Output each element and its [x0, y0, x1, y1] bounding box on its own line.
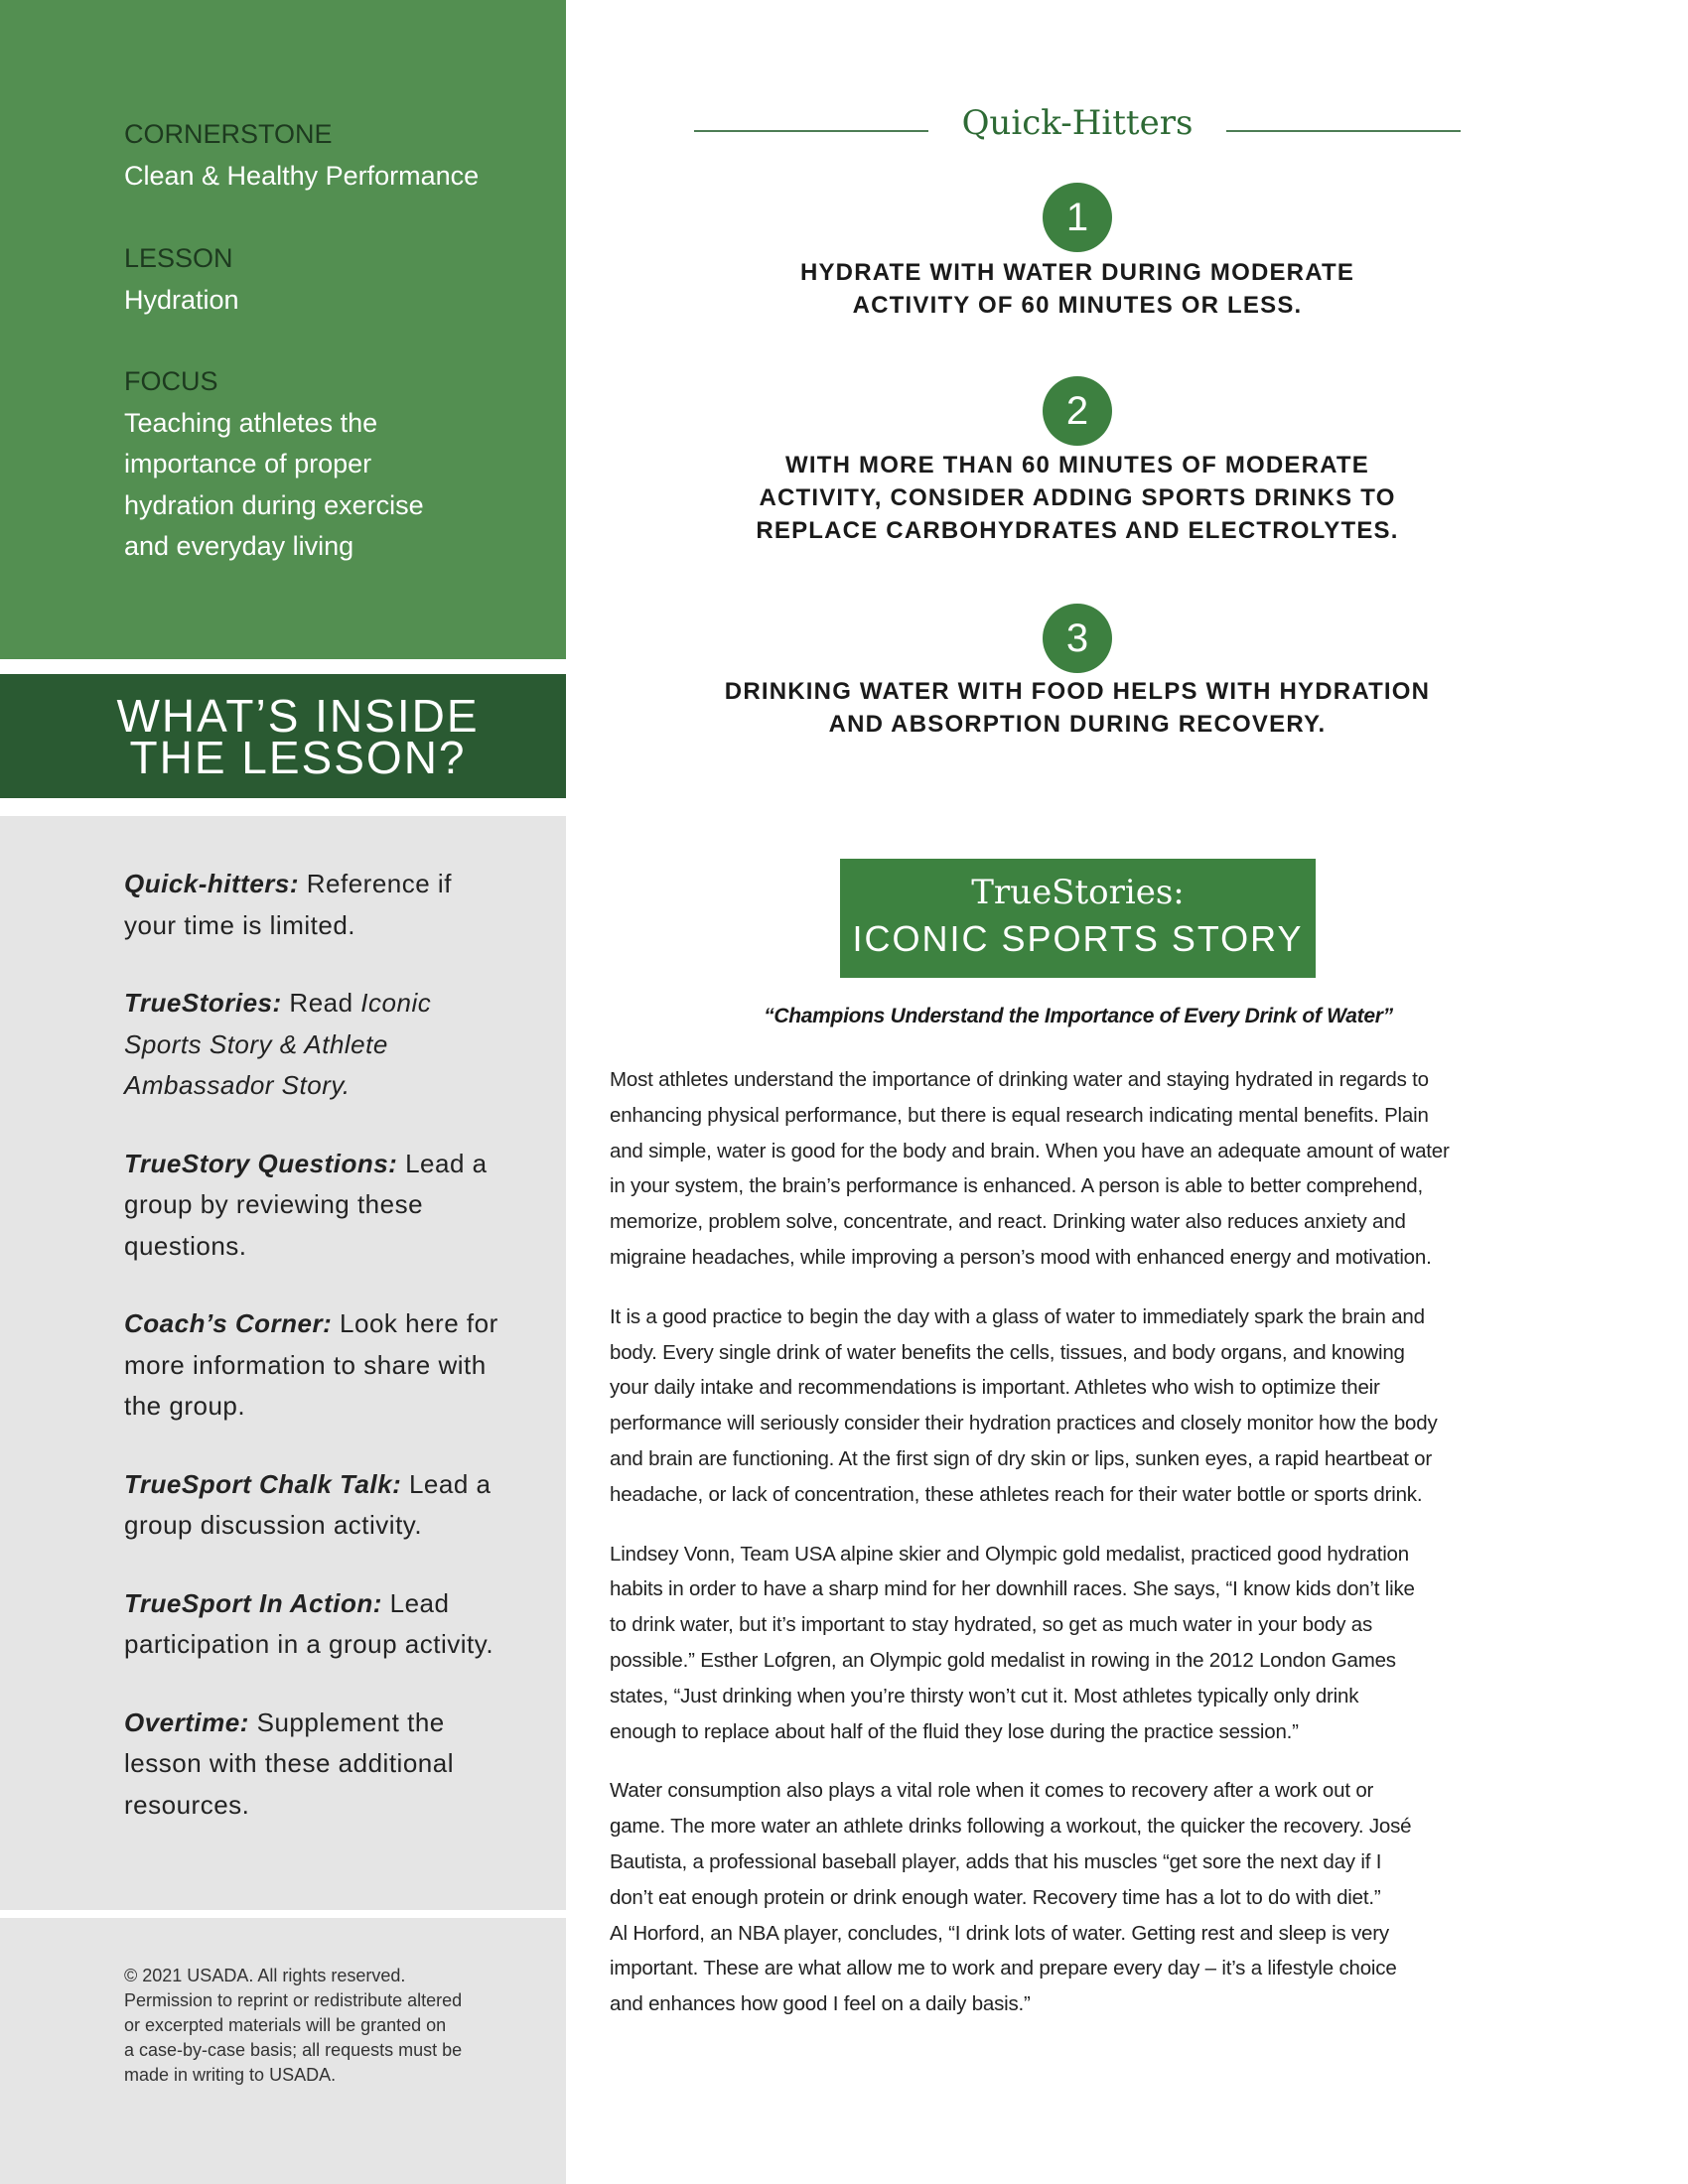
tip-number-badge: 1	[1043, 183, 1112, 252]
copyright-line: a case-by-case basis; all requests must be	[124, 2040, 463, 2060]
divider-left	[694, 130, 928, 132]
story-line: important. These are what allow me to work and prepare every day – it’s a lifestyle choice	[610, 1957, 1397, 1980]
item-label: TrueStories:	[124, 988, 282, 1018]
story-line: enough to replace about half of the fluid they lose during the practice session.”	[610, 1719, 1299, 1743]
list-item	[124, 1703, 501, 1827]
copyright-line: or excerpted materials will be granted on	[124, 2015, 447, 2035]
story-line: memorize, problem solve, concentrate, and react. Drinking water also reduces anxiety and	[610, 1210, 1406, 1234]
list-item	[124, 1303, 501, 1428]
list-item	[124, 864, 501, 946]
story-line: migraine headaches, while improving a person’s mood with enhanced energy and motivation.	[610, 1245, 1432, 1269]
item-text: Read	[281, 988, 361, 1018]
story-line: It is a good practice to begin the day with a glass of water to immediately spark the brain and	[610, 1304, 1425, 1328]
lesson-block	[124, 238, 561, 321]
copyright-notice	[124, 1964, 541, 2088]
true-stories-banner	[840, 859, 1316, 978]
story-line: performance will seriously consider their hydration practices and closely monitor how the body	[610, 1412, 1438, 1435]
focus-line: and everyday living	[124, 531, 354, 561]
whats-inside-heading	[0, 674, 566, 798]
item-italic-text: Iconic Sports Story & Athlete Ambassador Story.	[124, 988, 432, 1100]
focus-line: Teaching athletes the	[124, 407, 378, 438]
story-line: states, “Just drinking when you’re thirsty won’t cut it. Most athletes typically only drink	[610, 1684, 1359, 1707]
story-line: Lindsey Vonn, Team USA alpine skier and Olympic gold medalist, practiced good hydration	[610, 1542, 1409, 1566]
item-label: TrueStory Questions:	[124, 1148, 398, 1178]
story-line: and simple, water is good for the body and brain. When you have an adequate amount of water	[610, 1139, 1450, 1162]
list-item	[124, 1464, 501, 1547]
story-paragraph	[610, 1299, 1563, 1513]
focus-line: importance of proper	[124, 449, 372, 478]
tip-number-badge: 3	[1043, 604, 1112, 673]
story-line: Most athletes understand the importance of drinking water and staying hydrated in regards to	[610, 1068, 1429, 1091]
story-line: game. The more water an athlete drinks following a workout, the quicker the recovery. José	[610, 1815, 1412, 1839]
copyright-line: © 2021 USADA. All rights reserved.	[124, 1966, 406, 1985]
story-line: in your system, the brain’s performance is enhanced. A person is able to better comprehend,	[610, 1174, 1423, 1198]
story-line: Water consumption also plays a vital role when it comes to recovery after a work out or	[610, 1779, 1374, 1803]
story-line: and brain are functioning. At the first sign of dry skin or lips, sunken eyes, a rapid heartbeat or	[610, 1446, 1433, 1470]
tip-number-badge: 2	[1043, 376, 1112, 446]
story-line: and enhances how good I feel on a daily basis.”	[610, 1992, 1031, 2016]
list-item	[124, 983, 501, 1107]
list-item	[124, 1583, 501, 1666]
story-paragraph	[610, 1062, 1563, 1276]
tip-line: ACTIVITY OF 60 MINUTES OR LESS.	[852, 292, 1303, 319]
quick-hitters-title: Quick-Hitters	[961, 103, 1194, 143]
story-line: Bautista, a professional baseball player, adds that his muscles “get sore the next day if I	[610, 1849, 1382, 1873]
item-text: Lead a group discussion activity.	[124, 1468, 492, 1540]
lesson-info-panel	[0, 0, 566, 659]
item-label: Overtime:	[124, 1706, 249, 1737]
divider-right	[1226, 130, 1461, 132]
story-paragraph	[610, 1773, 1563, 2022]
item-text: Supplement the lesson with these additional resources.	[124, 1706, 454, 1820]
story-title: “Champions Understand the Importance of Every Drink of Water”	[764, 1005, 1393, 1027]
tip-line: HYDRATE WITH WATER DURING MODERATE	[799, 259, 1355, 286]
copyright-line: Permission to reprint or redistribute altered	[124, 1990, 463, 2010]
story-line: don’t eat enough protein or drink enough water. Recovery time has a lot to do with diet.”	[610, 1885, 1381, 1909]
tip-text	[635, 675, 1519, 741]
tip-text	[635, 449, 1519, 547]
cornerstone-value: Clean & Healthy Performance	[124, 160, 480, 191]
tip-line: DRINKING WATER WITH FOOD HELPS WITH HYDRATION	[724, 678, 1431, 705]
lesson-contents-list	[124, 864, 501, 1862]
tip-line: AND ABSORPTION DURING RECOVERY.	[828, 711, 1327, 738]
cornerstone-block	[124, 114, 561, 197]
story-line: habits in order to have a sharp mind for her downhill races. She says, “I know kids don’t like	[610, 1577, 1415, 1601]
story-line: Al Horford, an NBA player, concludes, “I drink lots of water. Getting rest and sleep is very	[610, 1921, 1389, 1945]
story-line: headache, or lack of concentration, these athletes reach for their water bottle or sports drink.	[610, 1482, 1423, 1506]
focus-block	[124, 361, 561, 568]
cornerstone-label: CORNERSTONE	[124, 119, 333, 149]
focus-line: hydration during exercise	[124, 489, 424, 520]
list-item	[124, 1144, 501, 1268]
story-line: your daily intake and recommendations is important. Athletes who wish to optimize their	[610, 1376, 1380, 1400]
tip-text	[635, 256, 1519, 322]
tip-line: ACTIVITY, CONSIDER ADDING SPORTS DRINKS TO	[759, 484, 1396, 511]
tip-line: WITH MORE THAN 60 MINUTES OF MODERATE	[785, 452, 1369, 478]
lesson-value: Hydration	[124, 284, 239, 315]
tip-line: REPLACE CARBOHYDRATES AND ELECTROLYTES.	[756, 517, 1399, 544]
focus-label: FOCUS	[124, 366, 218, 396]
true-stories-subtitle: ICONIC SPORTS STORY	[852, 918, 1304, 959]
item-label: TrueSport In Action:	[124, 1587, 382, 1618]
lesson-label: LESSON	[124, 243, 233, 273]
item-text: Lead a group by reviewing these questions.	[124, 1148, 488, 1261]
true-stories-title: TrueStories:	[971, 873, 1185, 912]
copyright-line: made in writing to USADA.	[124, 2065, 337, 2085]
item-label: TrueSport Chalk Talk:	[124, 1468, 402, 1499]
item-label: Quick-hitters:	[124, 869, 300, 898]
story-paragraph	[610, 1537, 1563, 1750]
item-text: Lead participation in a group activity.	[124, 1587, 494, 1659]
item-text: Reference if your time is limited.	[124, 869, 452, 940]
whats-inside-line1: WHAT’S INSIDE	[116, 690, 480, 742]
story-line: to drink water, but it’s important to stay hydrated, so get as much water in your body as	[610, 1613, 1373, 1637]
item-text: Look here for more information to share with the group.	[124, 1308, 498, 1421]
whats-inside-line2: THE LESSON?	[129, 732, 467, 783]
story-body	[610, 1062, 1563, 2046]
story-line: enhancing physical performance, but there is equal research indicating mental benefits. Plain	[610, 1103, 1429, 1127]
story-line: body. Every single drink of water benefits the cells, tissues, and body organs, and knowing	[610, 1340, 1405, 1364]
story-line: possible.” Esther Lofgren, an Olympic gold medalist in rowing in the 2012 London Games	[610, 1648, 1396, 1672]
item-label: Coach’s Corner:	[124, 1308, 333, 1338]
